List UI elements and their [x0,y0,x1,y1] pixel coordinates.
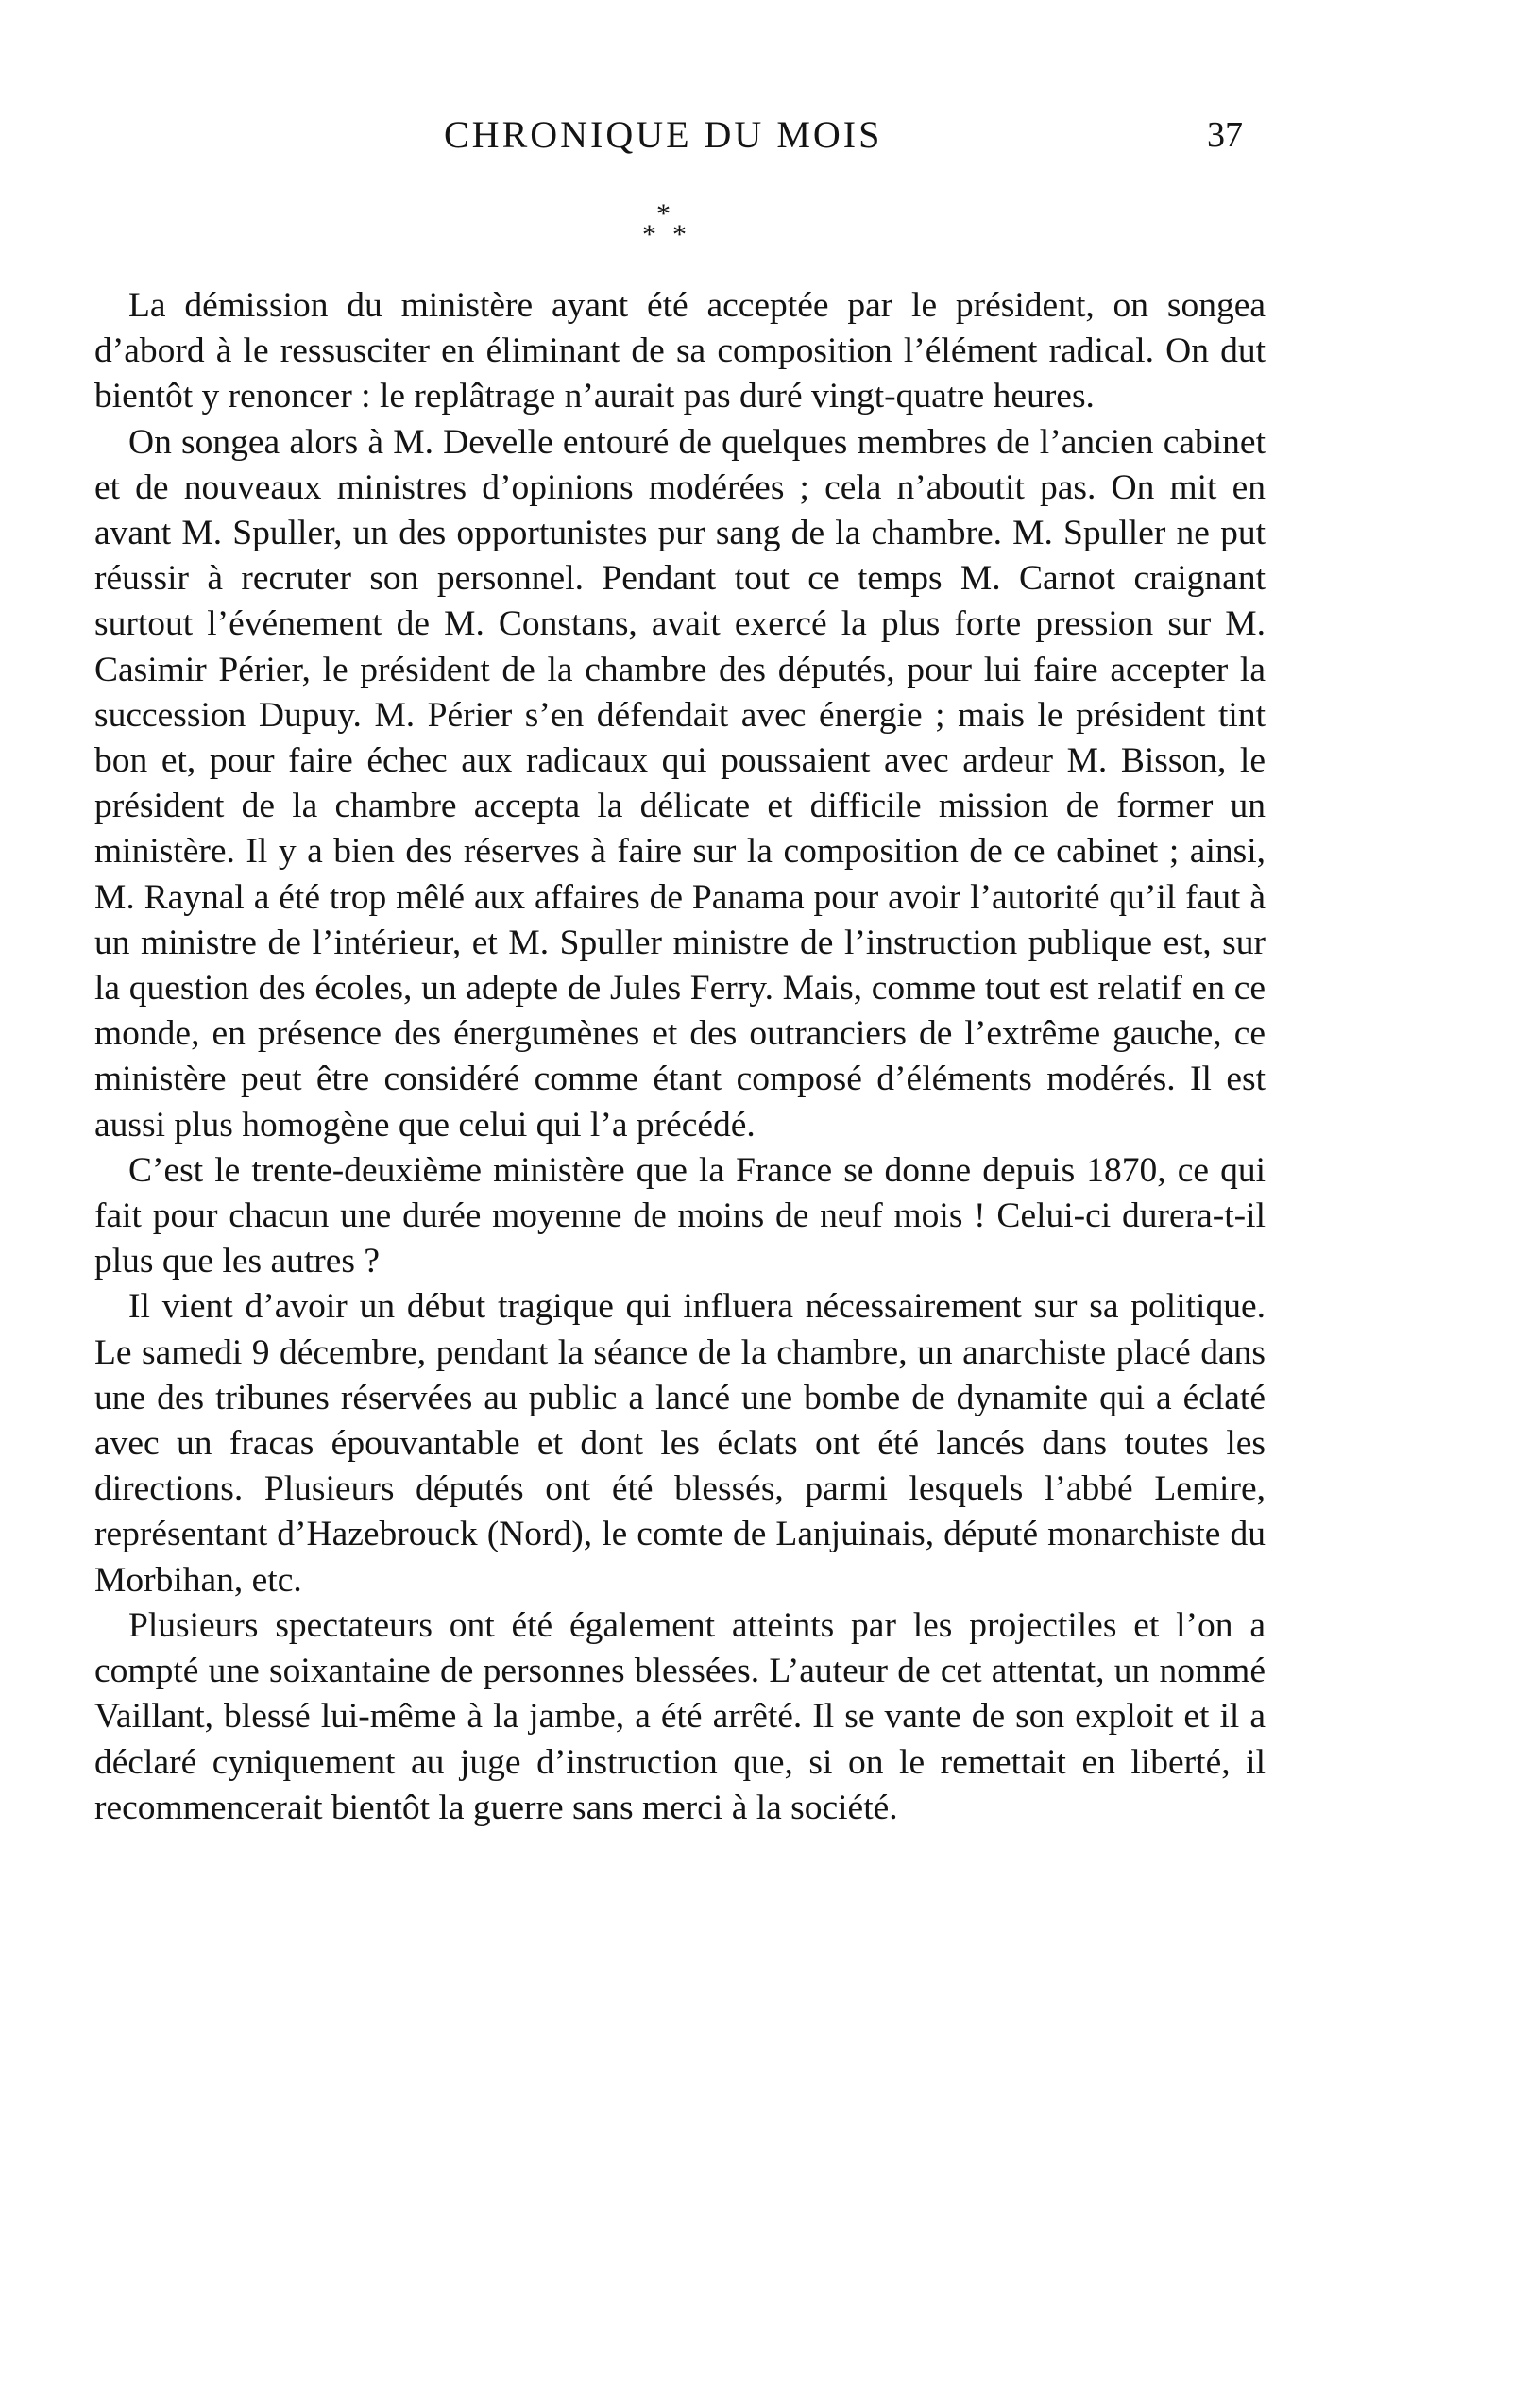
asterism-star: * [656,198,671,229]
page-number: 37 [1207,115,1243,155]
paragraph: Il vient d’avoir un début tragique qui influera nécessairement sur sa politique. Le samedi 9 décembre, pendant la séance de la chambre, un anarchiste placé dans une des tribunes réservées au public a lancé une bombe de dynamite qui a éclaté avec un fracas épouvantable et dont les éclats ont été lancés dans toutes les directions. Plusieurs députés ont été blessés, parmi lesquels l’abbé Lemire, représentant d’Hazebrouck (Nord), le comte de Lanjuinais, député monarchiste du Morbihan, etc. [94,1287,1266,1600]
body-text [94,283,1266,1831]
asterism-star: * [672,219,687,250]
running-title: CHRONIQUE DU MOIS [444,113,883,156]
paragraph: Plusieurs spectateurs ont été également atteints par les projectiles et l’on a compté une soixantaine de personnes blessées. L’auteur de cet attentat, un nommé Vaillant, blessé lui-même à la jambe, a été arrêté. Il se vante de son exploit et il a déclaré cyniquement au juge d’instruction que, si on le remettait en liberté, il recommencerait bientôt la guerre sans merci à la société. [94,1605,1266,1827]
section-separator-asterism [642,200,699,257]
paragraph: C’est le trente-deuxième ministère que la France se donne depuis 1870, ce qui fait pour chacun une durée moyenne de moins de neuf mois ! Celui-ci durera-t-il plus que les autres ? [94,1150,1266,1281]
paragraph: On songea alors à M. Develle entouré de quelques membres de l’ancien cabinet et de nouveaux ministres d’opinions modérées ; cela n’aboutit pas. On mit en avant M. Spuller, un des opportunistes pur sang de la chambre. M. Spuller ne put réussir à recruter son personnel. Pendant tout ce temps M. Carnot craignant surtout l’événement de M. Constans, avait exercé la plus forte pression sur M. Casimir Périer, le président de la chambre des députés, pour lui faire accepter la succession Dupuy. M. Périer s’en défendait avec énergie ; mais le président tint bon et, pour faire échec aux radicaux qui poussaient avec ardeur M. Bisson, le président de la chambre accepta la délicate et difficile mission de former un ministère. Il y a bien des réserves à faire sur la composition de ce cabinet ; ainsi, M. Raynal a été trop mêlé aux affaires de Panama pour avoir l’autorité qu’il faut à un ministre de l’intérieur, et M. Spuller ministre de l’instruction publique est, sur la question des écoles, un adepte de Jules Ferry. Mais, comme tout est relatif en ce monde, en présence des énergumènes et des outranciers de l’extrême gauche, ce ministère peut être considéré comme étant composé d’éléments modérés. Il est aussi plus homogène que celui qui l’a précédé. [94,422,1266,1145]
asterism-star: * [642,219,656,250]
running-header [0,111,1530,168]
paragraph: La démission du ministère ayant été acceptée par le président, on songea d’abord à le ressusciter en éliminant de sa composition l’élément radical. On dut bientôt y renoncer : le replâtrage n’aurait pas duré vingt-quatre heures. [94,286,1266,416]
